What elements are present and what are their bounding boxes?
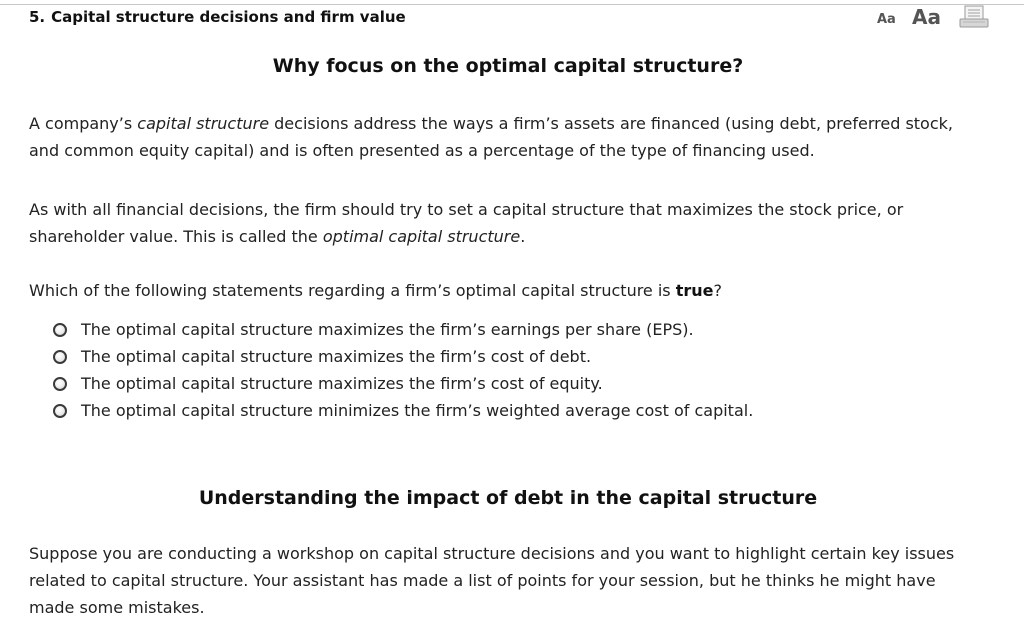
radio-button[interactable]	[53, 323, 67, 337]
section-heading-optimal: Why focus on the optimal capital structure?	[272, 55, 744, 77]
workshop-paragraph: Suppose you are conducting a workshop on capital structure decisions and you want to highlight certain key issues related to capital structure. Your assistant has made a list of points for your session, but he thinks he might have made some mistakes.	[29, 544, 955, 617]
question-header	[29, 5, 989, 30]
intro-text-start: A company’s	[29, 114, 138, 133]
optimal-emphasis: optimal capital structure	[322, 227, 521, 246]
intro-emphasis: capital structure	[137, 114, 270, 133]
answer-options	[53, 316, 753, 424]
decrease-font-button[interactable]: Aa	[877, 12, 896, 27]
question-bold: true	[675, 281, 714, 300]
optimal-paragraph	[29, 196, 984, 250]
question-text-start: Which of the following statements regarding a firm’s optimal capital structure is	[29, 281, 676, 300]
answer-option-1[interactable]	[53, 316, 753, 343]
question-prompt	[29, 277, 722, 304]
radio-button[interactable]	[53, 404, 67, 418]
answer-option-4[interactable]	[53, 397, 753, 424]
question-text-end: ?	[713, 281, 723, 300]
answer-option-2[interactable]	[53, 343, 753, 370]
intro-paragraph	[29, 110, 984, 164]
answer-option-label: The optimal capital structure maximizes the firm’s earnings per share (EPS).	[81, 320, 694, 339]
optimal-text-end: .	[520, 227, 526, 246]
question-number: 5.	[29, 8, 46, 26]
optimal-text-start: As with all financial decisions, the firm should try to set a capital structure that maximizes the stock price, or shareholder value. This is called the	[29, 200, 904, 246]
answer-option-3[interactable]	[53, 370, 753, 397]
answer-option-label: The optimal capital structure maximizes the firm’s cost of debt.	[81, 347, 592, 366]
intro-text-end: decisions address the ways a firm’s assets are financed (using debt, preferred stock, and common equity capital) and is often presented as a percentage of the type of financing used.	[29, 114, 953, 160]
radio-button[interactable]	[53, 377, 67, 391]
question-title-text: Capital structure decisions and firm value	[51, 8, 406, 26]
answer-option-label: The optimal capital structure minimizes the firm’s weighted average cost of capital.	[81, 401, 754, 420]
answer-option-label: The optimal capital structure maximizes the firm’s cost of equity.	[81, 374, 603, 393]
question-title	[29, 8, 406, 26]
top-divider	[0, 4, 1024, 5]
section-heading-debt: Understanding the impact of debt in the capital structure	[198, 487, 818, 509]
print-icon[interactable]	[959, 5, 989, 29]
radio-button[interactable]	[53, 350, 67, 364]
increase-font-button[interactable]: Aa	[912, 5, 941, 29]
